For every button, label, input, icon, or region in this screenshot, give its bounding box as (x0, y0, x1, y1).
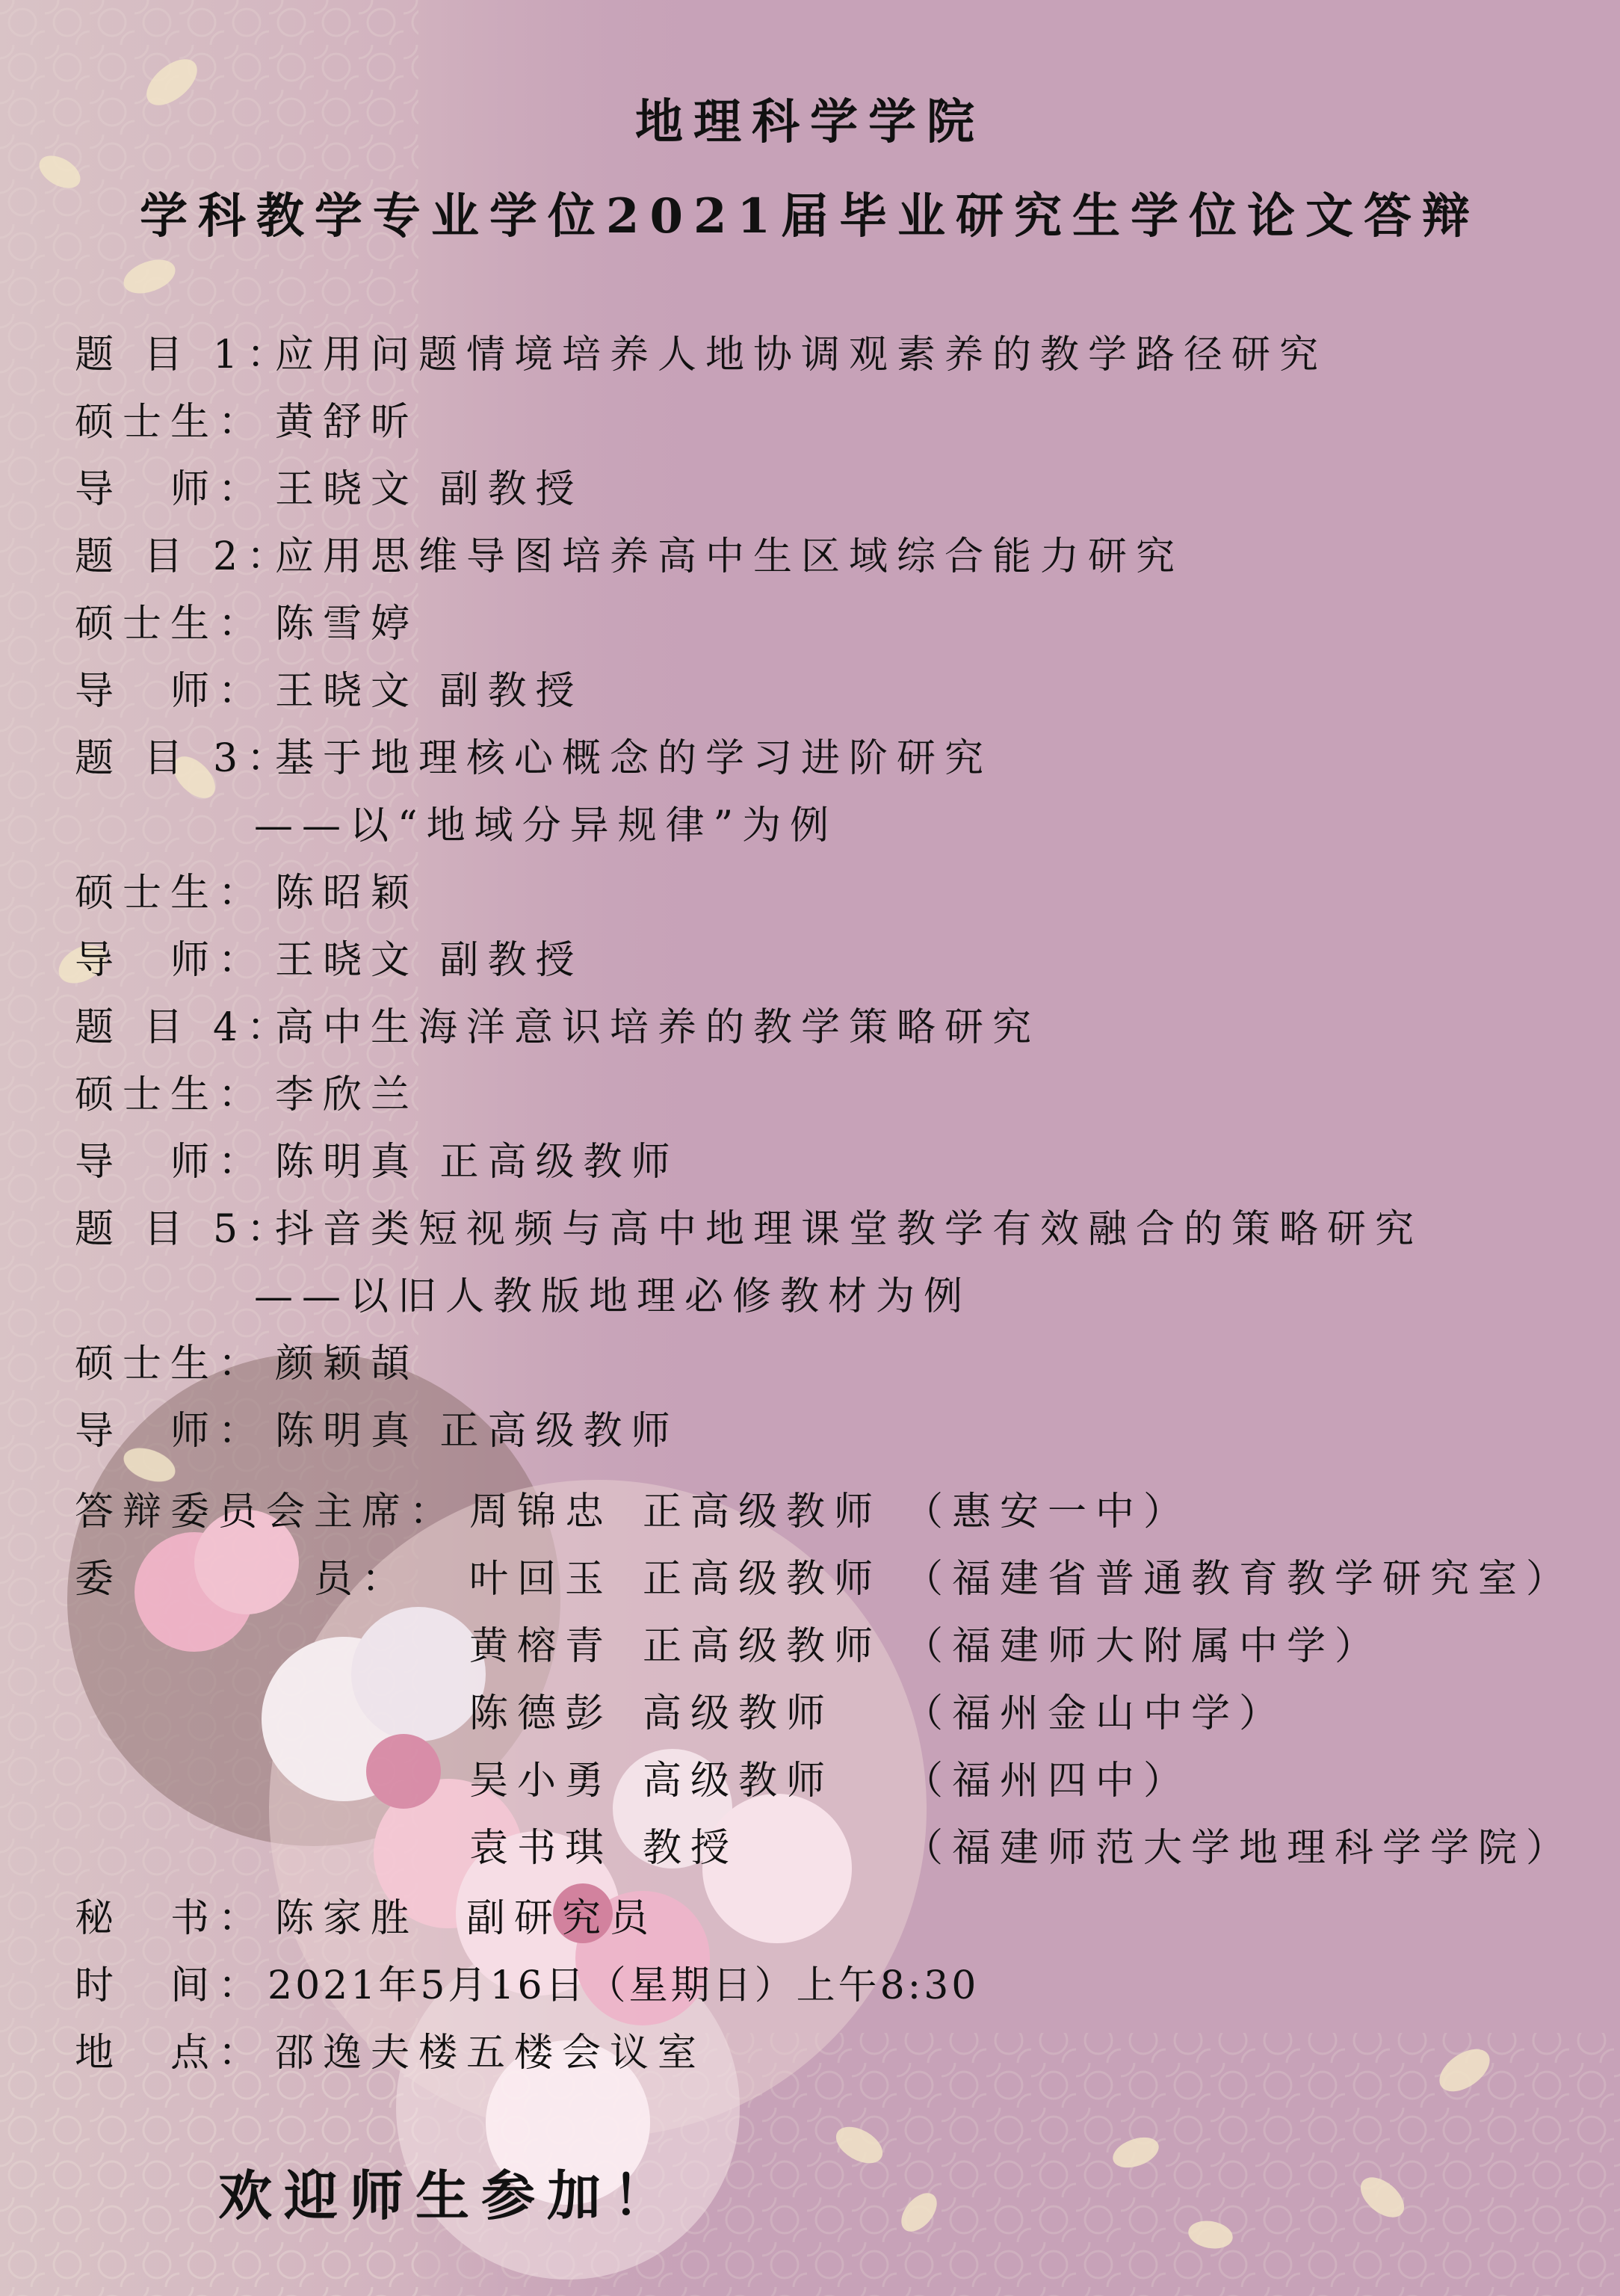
thesis-student-label: 硕士生： (75, 1342, 267, 1386)
venue-value: 邵逸夫楼五楼会议室 (275, 2031, 706, 2076)
thesis-advisor-label: 导 师： (75, 467, 267, 512)
committee-chair-rank: 正高级教师 (643, 1490, 882, 1534)
committee-member-name: 黄榕青 (469, 1624, 613, 1669)
thesis-student: 陈昭颖 (275, 871, 419, 916)
page-title: 学科教学专业学位2021届毕业研究生学位论文答辩 (139, 188, 1481, 244)
thesis-title-label: 题 目 2： (75, 534, 295, 579)
thesis-subtitle: ——以旧人教版地理必修教材为例 (254, 1274, 972, 1319)
venue-label: 地 点： (75, 2031, 267, 2076)
committee-chair-org: （惠安一中） (904, 1490, 1192, 1534)
committee-member-rank: 高级教师 (643, 1759, 835, 1803)
committee-members-label: 委 员： (75, 1557, 410, 1602)
thesis-advisor-label: 导 师： (75, 1409, 267, 1454)
committee-member-name: 叶回玉 (469, 1557, 613, 1602)
committee-member-name: 陈德彭 (469, 1691, 613, 1736)
thesis-title: 抖音类短视频与高中地理课堂教学有效融合的策略研究 (275, 1207, 1423, 1252)
thesis-student-label: 硕士生： (75, 1073, 267, 1117)
thesis-title-label: 题 目 4： (75, 1005, 295, 1050)
thesis-student: 黄舒昕 (275, 400, 419, 445)
thesis-title: 应用问题情境培养人地协调观素养的教学路径研究 (275, 333, 1328, 377)
thesis-advisor: 陈明真 正高级教师 (275, 1409, 679, 1454)
thesis-title: 基于地理核心概念的学习进阶研究 (275, 736, 993, 781)
committee-member-org: （福建师大附属中学） (904, 1624, 1383, 1669)
thesis-title-label: 题 目 3： (75, 736, 295, 781)
welcome-message: 欢迎师生参加！ (218, 2164, 679, 2227)
committee-chair-name: 周锦忠 (469, 1490, 613, 1534)
committee-member-rank: 教授 (643, 1826, 739, 1871)
thesis-title: 应用思维导图培养高中生区域综合能力研究 (275, 534, 1184, 579)
secretary-value: 陈家胜 副研究员 (275, 1896, 658, 1941)
committee-member-rank: 正高级教师 (643, 1624, 882, 1669)
thesis-student: 陈雪婷 (275, 602, 419, 646)
thesis-advisor: 陈明真 正高级教师 (275, 1140, 679, 1185)
thesis-title-label: 题 目 5： (75, 1207, 295, 1252)
thesis-title-label: 题 目 1： (75, 333, 295, 377)
thesis-student: 颜颖頡 (275, 1342, 419, 1386)
committee-member-org: （福州四中） (904, 1759, 1192, 1803)
thesis-student-label: 硕士生： (75, 400, 267, 445)
time-label: 时 间： (75, 1963, 267, 2008)
thesis-student-label: 硕士生： (75, 602, 267, 646)
secretary-label: 秘 书： (75, 1896, 267, 1941)
committee-member-rank: 高级教师 (643, 1691, 835, 1736)
thesis-subtitle: ——以“地域分异规律”为例 (254, 803, 838, 848)
thesis-advisor: 王晓文 副教授 (275, 669, 584, 714)
thesis-advisor-label: 导 师： (75, 1140, 267, 1185)
committee-member-org: （福州金山中学） (904, 1691, 1287, 1736)
committee-member-name: 袁书琪 (469, 1826, 613, 1871)
thesis-student-label: 硕士生： (75, 871, 267, 916)
committee-chair-label: 答辩委员会主席： (75, 1490, 458, 1534)
school-name: 地理科学学院 (635, 94, 985, 150)
thesis-advisor: 王晓文 副教授 (275, 938, 584, 983)
committee-member-org: （福建省普通教育教学研究室） (904, 1557, 1574, 1602)
thesis-advisor: 王晓文 副教授 (275, 467, 584, 512)
thesis-title: 高中生海洋意识培养的教学策略研究 (275, 1005, 1041, 1050)
thesis-advisor-label: 导 师： (75, 669, 267, 714)
thesis-student: 李欣兰 (275, 1073, 419, 1117)
thesis-advisor-label: 导 师： (75, 938, 267, 983)
time-value: 2021年5月16日（星期日）上午8:30 (268, 1963, 980, 2008)
committee-member-name: 吴小勇 (469, 1759, 613, 1803)
committee-member-rank: 正高级教师 (643, 1557, 882, 1602)
committee-member-org: （福建师范大学地理科学学院） (904, 1826, 1574, 1871)
